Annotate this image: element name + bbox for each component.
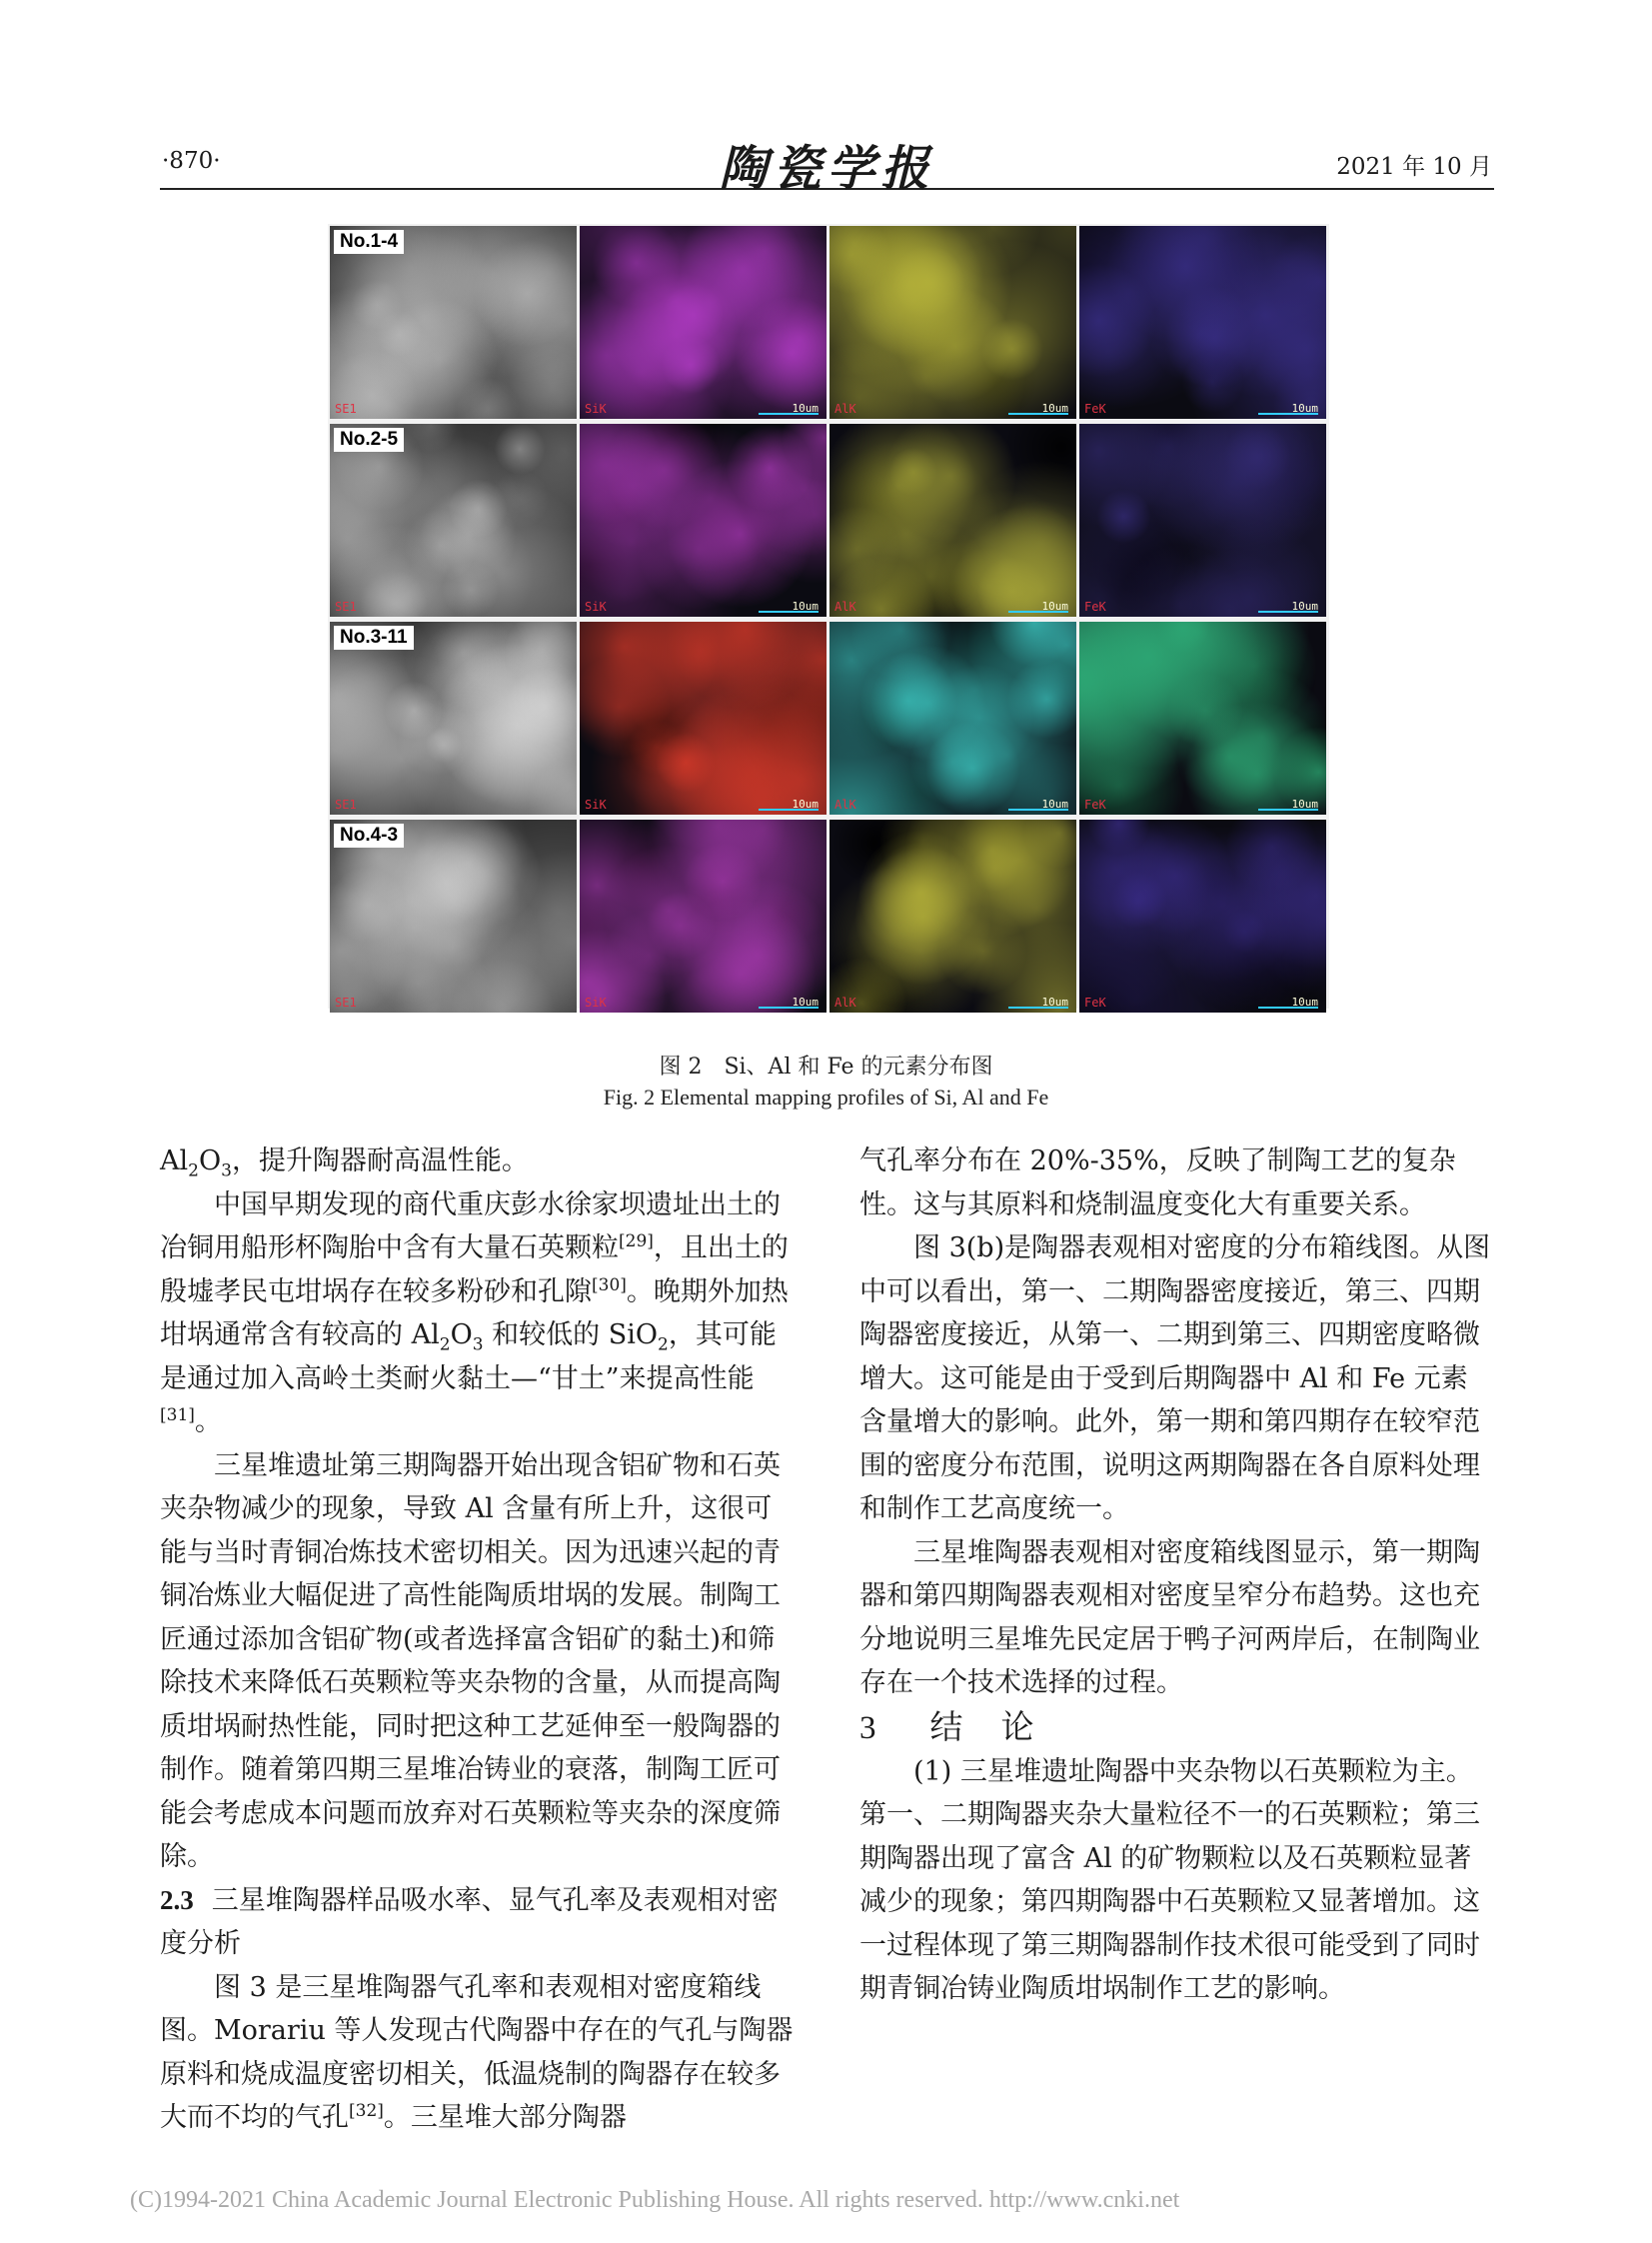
left-column bbox=[160, 1139, 794, 2140]
scale-label: 10um bbox=[1291, 402, 1318, 415]
paragraph: 气孔率分布在 20%-35%，反映了制陶工艺的复杂性。这与其原料和烧制温度变化大有重要关系。 bbox=[859, 1145, 1456, 1220]
scale-label: 10um bbox=[1041, 798, 1068, 811]
mapping-panel bbox=[330, 226, 577, 419]
citation[interactable]: [32] bbox=[349, 2101, 384, 2121]
mapping-panel bbox=[330, 820, 577, 1013]
channel-label: AlK bbox=[834, 996, 856, 1010]
sample-label: No.4-3 bbox=[334, 824, 404, 848]
mapping-panel bbox=[1079, 226, 1326, 419]
paragraph: 三星堆陶器表观相对密度箱线图显示，第一期陶器和第四期陶器表观相对密度呈窄分布趋势。这也充分地说明三星堆先民定居于鸭子河两岸后，在制陶业存在一个技术选择的过程。 bbox=[859, 1536, 1480, 1698]
sample-label: No.3-11 bbox=[334, 626, 414, 650]
channel-label: SE1 bbox=[335, 600, 357, 614]
issue-date: 2021 年 10 月 bbox=[1336, 154, 1492, 180]
paragraph: 三星堆遗址第三期陶器开始出现含铝矿物和石英夹杂物减少的现象，导致 Al 含量有所上升，这很可能与当时青铜冶炼技术密切相关。因为迅速兴起的青铜冶炼业大幅促进了高性能陶质坩埚的发展。制陶工匠通过添加含铝矿物(或者选择富含铝矿的黏土)和筛除技术来降低石英颗粒等夹杂物的含量，从而提高陶质坩埚耐热性能，同时把这种工艺延伸至一般陶器的制作。随着第四期三星堆冶铸业的衰落，制陶工匠可能会考虑成本问题而放弃对石英颗粒等夹杂的深度筛除。 bbox=[160, 1449, 781, 1872]
scale-label: 10um bbox=[792, 402, 819, 415]
scale-label: 10um bbox=[1291, 996, 1318, 1009]
citation[interactable]: [29] bbox=[619, 1231, 654, 1251]
citation[interactable]: [30] bbox=[592, 1274, 627, 1295]
mapping-panel bbox=[330, 622, 577, 815]
page-header bbox=[160, 130, 1494, 197]
section-heading-3: 3 结论 bbox=[859, 1706, 1072, 1746]
channel-label: SiK bbox=[585, 600, 607, 614]
channel-label: AlK bbox=[834, 402, 856, 416]
paragraph: 图 3(b)是陶器表观相对密度的分布箱线图。从图中可以看出，第一、二期陶器密度接近，第三、四期陶器密度接近，从第一、二期到第三、四期密度略微增大。这可能是由于受到后期陶器中 Al 和 Fe 元素含量增大的影响。此外，第一期和第四期存在较窄范围的密度分布范围，说明这两期陶器在各自原料处理和制作工艺高度统一。 bbox=[859, 1232, 1491, 1524]
scale-label: 10um bbox=[792, 798, 819, 811]
scale-label: 10um bbox=[1041, 996, 1068, 1009]
mapping-panel bbox=[829, 424, 1076, 617]
mapping-panel bbox=[580, 622, 826, 815]
page-number: ·870· bbox=[162, 148, 221, 174]
sample-label: No.2-5 bbox=[334, 428, 404, 452]
scale-label: 10um bbox=[1291, 600, 1318, 613]
channel-label: AlK bbox=[834, 600, 856, 614]
scale-label: 10um bbox=[1041, 402, 1068, 415]
mapping-panel bbox=[829, 622, 1076, 815]
scale-label: 10um bbox=[792, 996, 819, 1009]
journal-title: 陶瓷学报 bbox=[719, 141, 935, 197]
mapping-panel bbox=[330, 424, 577, 617]
mapping-panel bbox=[1079, 622, 1326, 815]
paragraph: 中国早期发现的商代重庆彭水徐家坝遗址出土的冶铜用船形杯陶胎中含有大量石英颗粒[29]，且出土的殷墟孝民屯坩埚存在较多粉砂和孔隙[30]。晚期外加热坩埚通常含有较高的 $Al_2O_3$ 和较低的 SiO$_2$，其可能是通过加入高岭土类耐火黏土—“甘土”来提高性能[31]。 bbox=[160, 1188, 789, 1437]
scale-label: 10um bbox=[1291, 798, 1318, 811]
paragraph: (1) 三星堆遗址陶器中夹杂物以石英颗粒为主。第一、二期陶器夹杂大量粒径不一的石英颗粒；第三期陶器出现了富含 Al 的矿物颗粒以及石英颗粒显著减少的现象；第四期陶器中石英颗粒又显著增加。这一过程体现了第三期陶器制作技术很可能受到了同时期青铜冶铸业陶质坩埚制作工艺的影响。 bbox=[859, 1755, 1480, 2004]
channel-label: SiK bbox=[585, 402, 607, 416]
channel-label: FeK bbox=[1084, 402, 1106, 416]
section-heading-2-3: 2.3 三星堆陶器样品吸水率、显气孔率及表观相对密度分析 bbox=[160, 1884, 779, 1959]
mapping-panel bbox=[829, 820, 1076, 1013]
figure-caption-cn: 图 2 Si、Al 和 Fe 的元素分布图 bbox=[659, 1055, 993, 1080]
elemental-mapping-figure bbox=[328, 224, 1329, 1009]
right-column bbox=[859, 1139, 1493, 2011]
mapping-panel bbox=[1079, 820, 1326, 1013]
channel-label: SE1 bbox=[335, 798, 357, 812]
mapping-panel bbox=[580, 820, 826, 1013]
copyright-footer: (C)1994-2021 China Academic Journal Electronic Publishing House. All rights reserved. http://www.cnki.net bbox=[130, 2187, 1180, 2213]
mapping-panel bbox=[580, 424, 826, 617]
mapping-panel bbox=[829, 226, 1076, 419]
scale-label: 10um bbox=[792, 600, 819, 613]
channel-label: SE1 bbox=[335, 402, 357, 416]
channel-label: FeK bbox=[1084, 600, 1106, 614]
channel-label: FeK bbox=[1084, 996, 1106, 1010]
paragraph: 图 3 是三星堆陶器气孔率和表观相对密度箱线图。Morariu 等人发现古代陶器中存在的气孔与陶器原料和烧成温度密切相关，低温烧制的陶器存在较多大而不均的气孔[32]。三星堆大部分陶器 bbox=[160, 1971, 794, 2133]
paragraph: $Al_2O_3$，提升陶器耐高温性能。 bbox=[160, 1145, 529, 1181]
channel-label: FeK bbox=[1084, 798, 1106, 812]
channel-label: SE1 bbox=[335, 996, 357, 1010]
channel-label: SiK bbox=[585, 798, 607, 812]
mapping-panel bbox=[580, 226, 826, 419]
mapping-panel bbox=[1079, 424, 1326, 617]
citation[interactable]: [31] bbox=[160, 1405, 195, 1425]
sample-label: No.1-4 bbox=[334, 230, 404, 254]
channel-label: SiK bbox=[585, 996, 607, 1010]
channel-label: AlK bbox=[834, 798, 856, 812]
scale-label: 10um bbox=[1041, 600, 1068, 613]
figure-caption-en: Fig. 2 Elemental mapping profiles of Si, Al and Fe bbox=[603, 1085, 1049, 1110]
